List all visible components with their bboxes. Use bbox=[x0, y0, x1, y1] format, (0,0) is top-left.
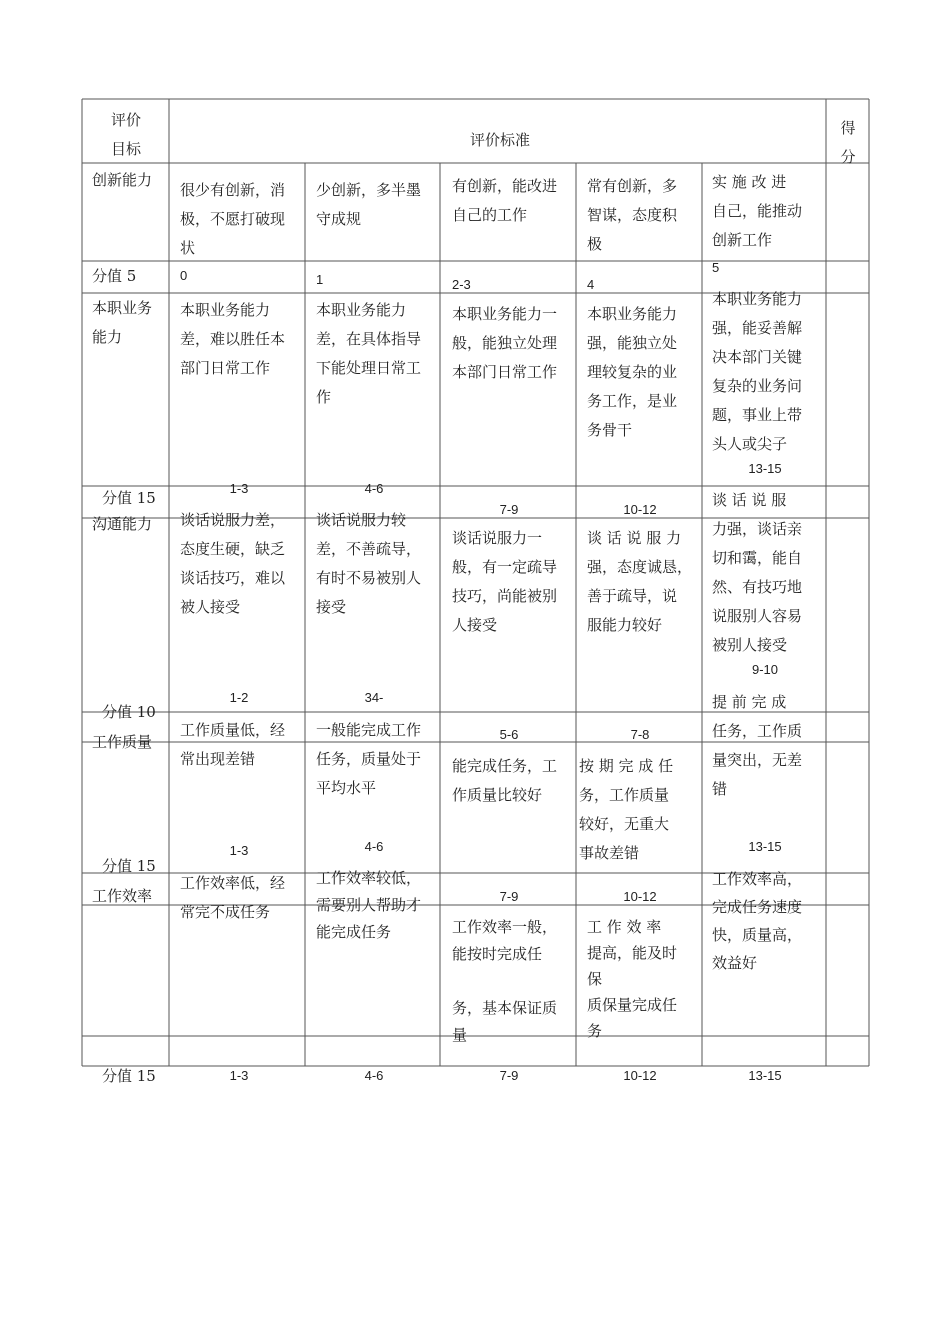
business-level-3: 本职业务能力一 般，能独立处理 本部门日常工作 bbox=[452, 305, 558, 381]
efficiency-score-5: 13-15 bbox=[748, 1068, 782, 1083]
efficiency-score-3: 7-9 bbox=[499, 1068, 519, 1083]
business-score-1: 1-3 bbox=[229, 481, 249, 496]
header-criteria-label: 评价标准 bbox=[469, 131, 530, 149]
business-level-4: 本职业务能力 强，能独立处 理较复杂的业 务工作，是业 务骨干 bbox=[587, 305, 678, 439]
communication-score-4: 7-8 bbox=[630, 727, 650, 742]
innovation-level-1: 很少有创新，消 极，不愿打破现 状 bbox=[180, 181, 286, 257]
header-target-label: 评价 目标 bbox=[110, 111, 141, 158]
efficiency-score-label: 分值 15 bbox=[102, 1067, 156, 1085]
innovation-score-4: 4 bbox=[587, 277, 595, 292]
innovation-score-5: 5 bbox=[712, 260, 720, 275]
efficiency-level-3: 工作效率一般， 能按时完成任 务，基本保证质 量 bbox=[452, 918, 558, 1044]
communication-level-4: 谈 话 说 服 力 强，态度诚恳， 善于疏导，说 服能力较好 bbox=[587, 529, 693, 634]
communication-score-1: 1-2 bbox=[229, 690, 249, 705]
quality-level-3: 能完成任务，工 作质量比较好 bbox=[452, 757, 558, 804]
communication-score-5: 9-10 bbox=[751, 662, 779, 677]
quality-score-5: 13-15 bbox=[748, 839, 782, 854]
business-score-2: 4-6 bbox=[364, 481, 384, 496]
communication-level-2: 谈话说服力较 差，不善疏导， 有时不易被别人 接受 bbox=[316, 511, 422, 616]
business-score-3: 7-9 bbox=[499, 502, 519, 517]
innovation-score-2: 1 bbox=[316, 272, 324, 287]
communication-level-3: 谈话说服力一 般，有一定疏导 技巧，尚能被别 人接受 bbox=[452, 529, 558, 634]
row-name-business: 本职业务 能力 bbox=[92, 299, 153, 346]
quality-level-4: 按 期 完 成 任 务，工作质量 较好，无重大 事故差错 bbox=[579, 757, 674, 862]
header-score-label: 得 分 bbox=[840, 119, 856, 166]
efficiency-level-4: 工 作 效 率 提高，能及时 保 质保量完成任 务 bbox=[587, 918, 678, 1040]
efficiency-score-4: 10-12 bbox=[623, 1068, 657, 1083]
quality-level-1: 工作质量低，经 常出现差错 bbox=[180, 721, 286, 768]
innovation-level-5: 实 施 改 进 自己，能推动 创新工作 bbox=[712, 173, 803, 249]
efficiency-score-1: 1-3 bbox=[229, 1068, 249, 1083]
efficiency-score-2: 4-6 bbox=[364, 1068, 384, 1083]
efficiency-level-2: 工作效率较低， 需要别人帮助才 能完成任务 bbox=[316, 869, 422, 941]
business-level-2: 本职业务能力 差，在具体指导 下能处理日常工 作 bbox=[316, 301, 422, 406]
efficiency-level-1: 工作效率低，经 常完不成任务 bbox=[180, 874, 286, 921]
quality-score-2: 4-6 bbox=[364, 839, 384, 854]
quality-score-1: 1-3 bbox=[229, 843, 249, 858]
communication-score-3: 5-6 bbox=[499, 727, 519, 742]
row-name-communication: 沟通能力 bbox=[92, 515, 153, 533]
communication-score-2: 34- bbox=[364, 690, 384, 705]
innovation-level-4: 常有创新，多 智谋，态度积 极 bbox=[587, 177, 678, 253]
communication-level-1: 谈话说服力差， 态度生硬，缺乏 谈话技巧，难以 被人接受 bbox=[180, 511, 286, 616]
quality-score-label: 分值 15 bbox=[102, 857, 156, 875]
quality-score-3: 7-9 bbox=[499, 889, 519, 904]
communication-score-label: 分值 10 bbox=[102, 703, 156, 721]
row-name-efficiency: 工作效率 bbox=[92, 887, 153, 905]
business-score-5: 13-15 bbox=[748, 461, 782, 476]
efficiency-level-5: 工作效率高， 完成任务速度 快，质量高， 效益好 bbox=[712, 870, 803, 972]
business-level-1: 本职业务能力 差，难以胜任本 部门日常工作 bbox=[180, 301, 286, 377]
row-name-innovation: 创新能力 bbox=[92, 171, 153, 189]
business-score-4: 10-12 bbox=[623, 502, 657, 517]
row-name-quality: 工作质量 bbox=[92, 733, 153, 751]
innovation-score-label: 分值 5 bbox=[92, 267, 137, 285]
communication-level-5: 谈 话 说 服 力强，谈话亲 切和霭，能自 然、有技巧地 说服别人容易 被别人接受 bbox=[712, 491, 803, 654]
quality-score-4: 10-12 bbox=[623, 889, 657, 904]
innovation-score-3: 2-3 bbox=[452, 277, 471, 292]
quality-level-2: 一般能完成工作 任务，质量处于 平均水平 bbox=[316, 721, 422, 797]
innovation-level-2: 少创新，多半墨 守成规 bbox=[316, 181, 422, 228]
innovation-score-1: 0 bbox=[180, 268, 188, 283]
business-score-label: 分值 15 bbox=[102, 489, 156, 507]
innovation-level-3: 有创新，能改进 自己的工作 bbox=[452, 177, 558, 224]
quality-level-5: 提 前 完 成 任务，工作质 量突出，无差 错 bbox=[712, 693, 803, 798]
business-level-5: 本职业务能力 强，能妥善解 决本部门关键 复杂的业务问 题，事业上带 头人或尖子 bbox=[712, 290, 803, 453]
